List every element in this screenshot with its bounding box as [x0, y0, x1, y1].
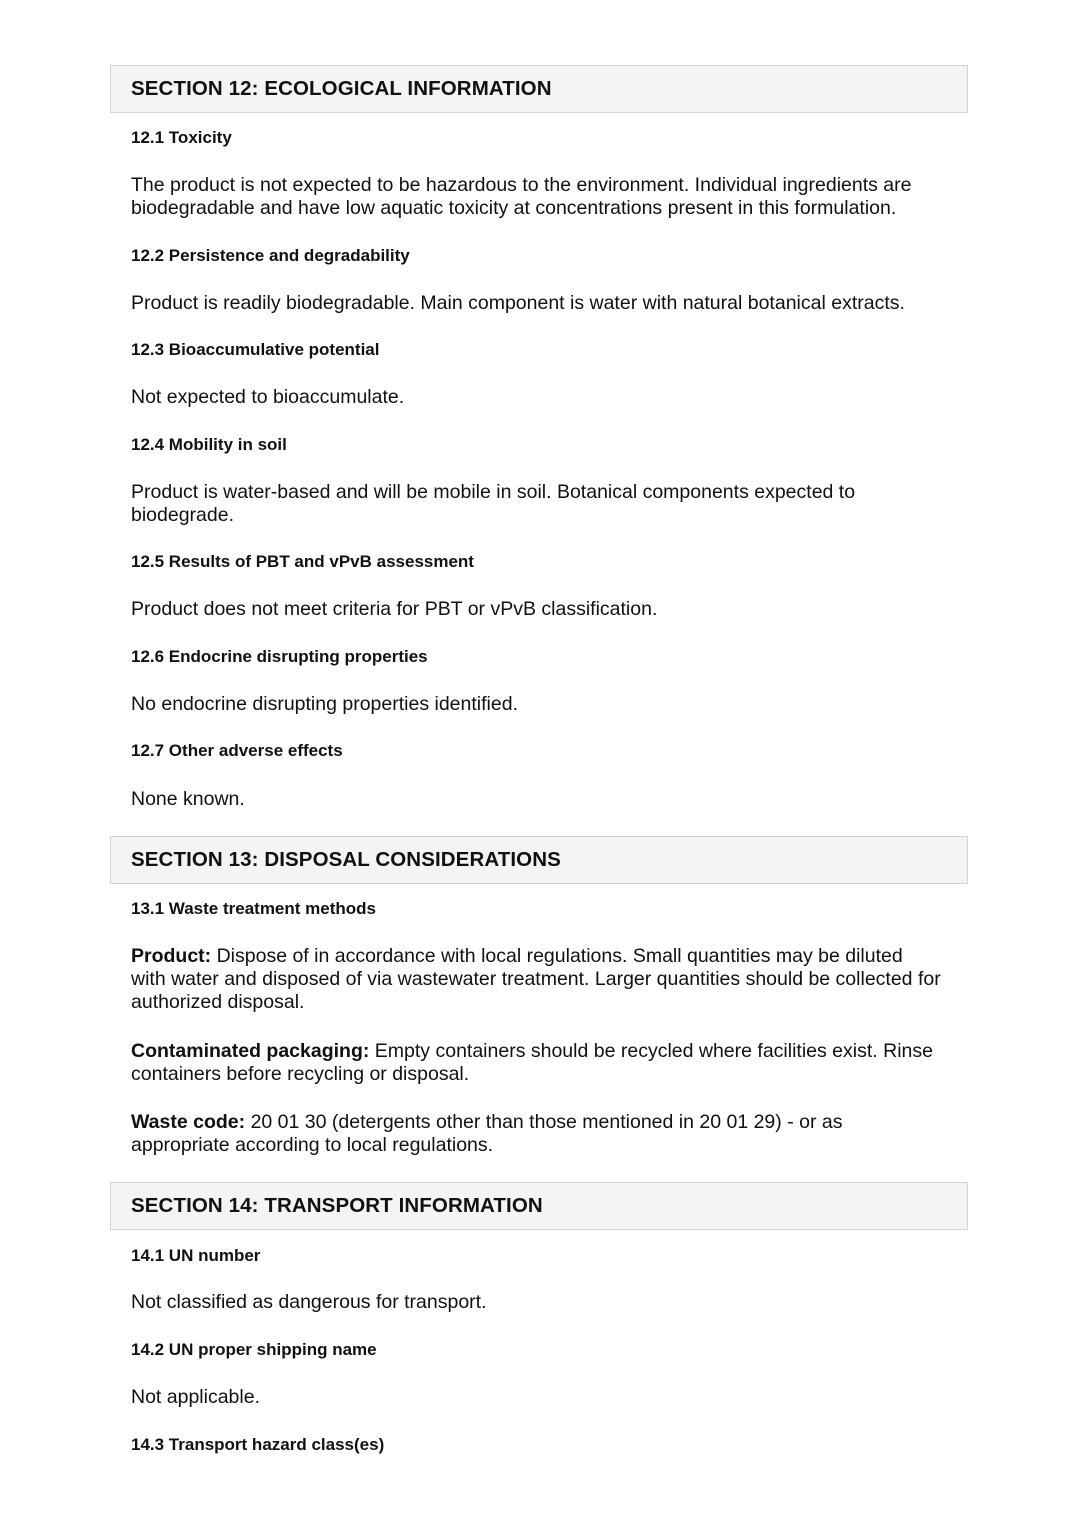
packaging-value: Empty containers should be recycled where facilities exist. Rinse containers before recycling or disposal.: [131, 1040, 933, 1085]
waste-code-label: Waste code:: [131, 1111, 246, 1133]
section-12-header: [110, 65, 968, 113]
text-12-2: Product is readily biodegradable. Main component is water with natural botanical extracts.: [131, 292, 905, 314]
heading-14-3: 14.3 Transport hazard class(es): [131, 1435, 385, 1454]
heading-12-5: 12.5 Results of PBT and vPvB assessment: [131, 552, 474, 571]
packaging-label: Contaminated packaging:: [131, 1040, 370, 1062]
heading-12-6: 12.6 Endocrine disrupting properties: [131, 647, 428, 666]
heading-12-2: 12.2 Persistence and degradability: [131, 246, 410, 265]
heading-12-1: 12.1 Toxicity: [131, 128, 232, 147]
heading-14-1: 14.1 UN number: [131, 1246, 261, 1265]
section-13-header: [110, 836, 968, 884]
waste-code-text: [131, 1111, 891, 1157]
product-value: Dispose of in accordance with local regulations. Small quantities may be diluted with water and disposed of via wastewater treatment. Larger quantities should be collected for authorized disposal.: [131, 945, 941, 1013]
text-12-7: None known.: [131, 788, 245, 810]
heading-14-2: 14.2 UN proper shipping name: [131, 1340, 377, 1359]
heading-12-4: 12.4 Mobility in soil: [131, 435, 287, 454]
text-12-1: The product is not expected to be hazardous to the environment. Individual ingredients are biodegradable and have low aquatic toxicity at concentrations present in this formulation.: [131, 174, 912, 219]
text-12-6: No endocrine disrupting properties identified.: [131, 693, 518, 715]
heading-13-1: 13.1 Waste treatment methods: [131, 899, 376, 918]
heading-12-7: 12.7 Other adverse effects: [131, 741, 343, 760]
product-disposal-text: [131, 945, 941, 1014]
product-label: Product:: [131, 945, 212, 967]
text-14-2: Not applicable.: [131, 1386, 260, 1408]
text-12-5: Product does not meet criteria for PBT or vPvB classification.: [131, 598, 658, 620]
waste-code-value: 20 01 30 (detergents other than those mentioned in 20 01 29) - or as appropriate according to local regulations.: [131, 1111, 843, 1156]
section-14-header: [110, 1182, 968, 1230]
section-14-title: SECTION 14: TRANSPORT INFORMATION: [131, 1194, 543, 1217]
text-14-1: Not classified as dangerous for transport.: [131, 1291, 487, 1313]
section-13-title: SECTION 13: DISPOSAL CONSIDERATIONS: [131, 848, 561, 871]
section-12-title: SECTION 12: ECOLOGICAL INFORMATION: [131, 77, 552, 100]
text-12-4: Product is water-based and will be mobile in soil. Botanical components expected to biodegrade.: [131, 481, 856, 526]
packaging-disposal-text: [131, 1040, 941, 1086]
heading-12-3: 12.3 Bioaccumulative potential: [131, 340, 380, 359]
text-12-3: Not expected to bioaccumulate.: [131, 386, 405, 408]
